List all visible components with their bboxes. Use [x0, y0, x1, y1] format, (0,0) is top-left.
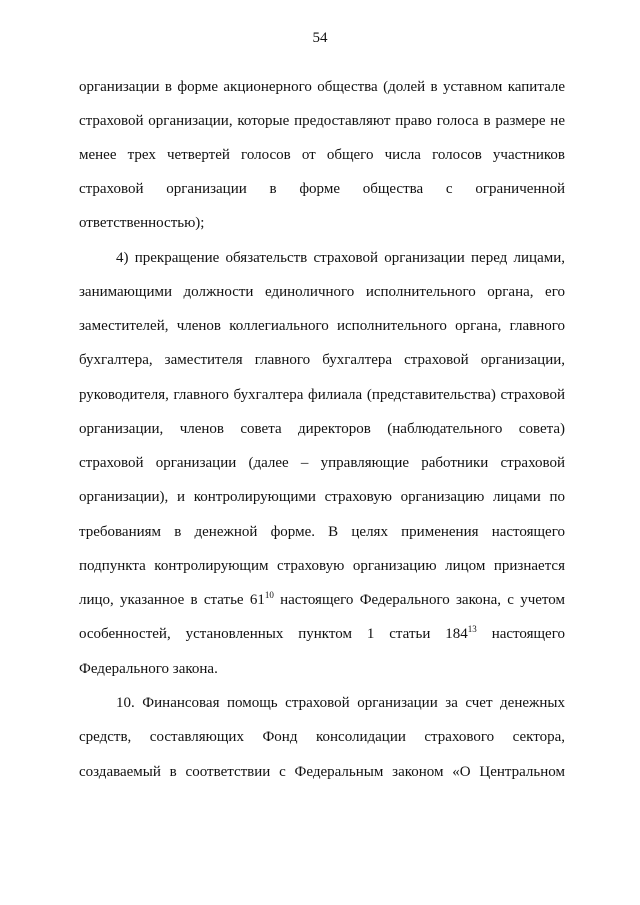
text-line: организации в форме акционерного общества (долей в уставном капитале — [79, 79, 565, 95]
text-line: заместителей, членов коллегиального исполнительного органа, главного — [79, 318, 565, 334]
text-fragment: настоящего Федерального закона, с учетом — [273, 592, 565, 608]
text-line: 4) прекращение обязательств страховой организации перед лицами, — [116, 250, 565, 266]
text-line: страховой организации в форме общества с ограниченной — [79, 181, 565, 197]
text-line: организации, членов совета директоров (наблюдательного совета) — [79, 421, 565, 437]
text-line: средств, составляющих Фонд консолидации страхового сектора, — [79, 729, 565, 745]
text-line: менее трех четвертей голосов от общего числа голосов участников — [79, 147, 565, 163]
text-fragment: лицо, указанное в статье 61 — [79, 592, 265, 608]
text-line — [79, 624, 565, 644]
text-fragment: особенностей, установленных пунктом 1 статьи 184 — [79, 626, 468, 642]
text-line: занимающими должности единоличного исполнительного органа, его — [79, 284, 565, 300]
text-line: страховой организации (далее – управляющие работники страховой — [79, 455, 565, 471]
text-line: бухгалтера, заместителя главного бухгалтера страховой организации, — [79, 352, 565, 368]
text-line: подпункта контролирующим страховую организацию лицом признается — [79, 558, 565, 574]
text-line — [79, 590, 565, 610]
text-line: страховой организации, которые предоставляют право голоса в размере не — [79, 113, 565, 129]
text-line: организации), и контролирующими страховую организацию лицами по — [79, 489, 565, 505]
text-line: создаваемый в соответствии с Федеральным законом «О Центральном — [79, 764, 565, 780]
superscript: 10 — [264, 590, 274, 600]
text-line: Федерального закона. — [79, 661, 218, 677]
page-number: 54 — [312, 30, 328, 46]
text-line: требованиям в денежной форме. В целях применения настоящего — [79, 524, 565, 540]
text-fragment: настоящего — [476, 626, 565, 642]
text-line: 10. Финансовая помощь страховой организации за счет денежных — [116, 695, 565, 711]
text-line: ответственностью); — [79, 215, 205, 231]
text-line: руководителя, главного бухгалтера филиала (представительства) страховой — [79, 387, 565, 403]
superscript: 13 — [467, 624, 477, 634]
